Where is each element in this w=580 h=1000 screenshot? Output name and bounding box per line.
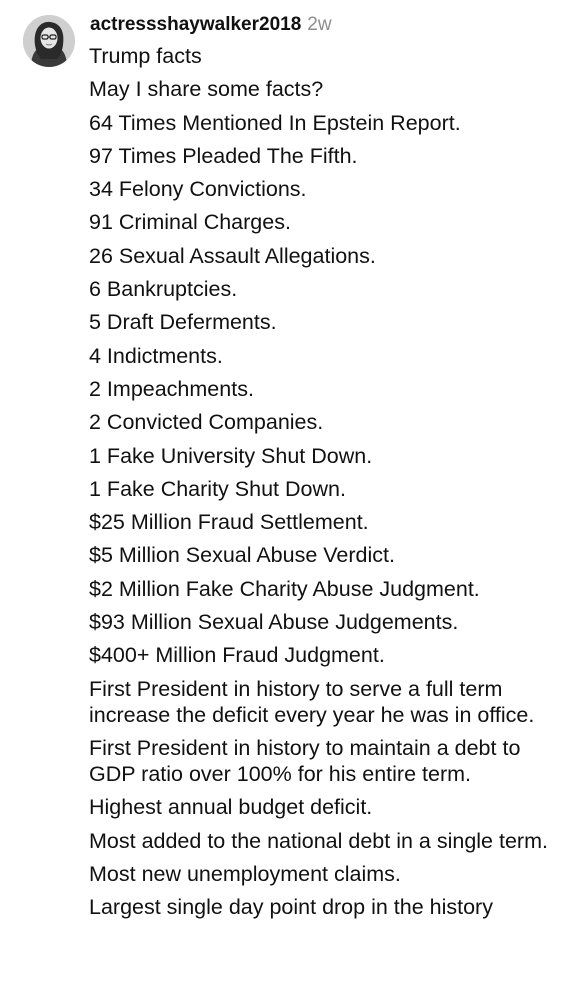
comment-line: 34 Felony Convictions. bbox=[89, 177, 307, 202]
comment-paragraph: First President in history to serve a full term increase the deficit every year he was in office. bbox=[89, 676, 535, 727]
comment-paragraph: Most added to the national debt in a single term. bbox=[89, 828, 548, 853]
comment-line: 2 Impeachments. bbox=[89, 376, 254, 401]
comment-header bbox=[90, 14, 332, 40]
comment-line: Largest single day point drop in the history bbox=[89, 895, 493, 920]
username-link[interactable]: actressshaywalker2018 bbox=[90, 14, 302, 35]
comment-line: $25 Million Fraud Settlement. bbox=[89, 510, 369, 535]
comment-line: $400+ Million Fraud Judgment. bbox=[89, 643, 385, 668]
comment-line: 1 Fake Charity Shut Down. bbox=[89, 476, 346, 501]
comment-line: May I share some facts? bbox=[89, 77, 324, 102]
comment-line: 64 Times Mentioned In Epstein Report. bbox=[89, 110, 461, 135]
comment-line: Highest annual budget deficit. bbox=[89, 795, 373, 820]
comment-line: 97 Times Pleaded The Fifth. bbox=[89, 143, 358, 168]
comment-line: 4 Indictments. bbox=[89, 343, 223, 368]
timestamp: 2w bbox=[307, 14, 332, 35]
comment-body bbox=[89, 43, 567, 927]
comment-line: 2 Convicted Companies. bbox=[89, 410, 324, 435]
comment-line: 5 Draft Deferments. bbox=[89, 310, 277, 335]
comment-line: 1 Fake University Shut Down. bbox=[89, 443, 373, 468]
bottom-crop bbox=[0, 980, 580, 1000]
comment-line: $5 Million Sexual Abuse Verdict. bbox=[89, 543, 395, 568]
comment-paragraph: First President in history to maintain a debt to GDP ratio over 100% for his entire term. bbox=[89, 735, 521, 786]
comment-line: 6 Bankruptcies. bbox=[89, 277, 238, 302]
comment-line: $93 Million Sexual Abuse Judgements. bbox=[89, 610, 459, 635]
comment-line: 91 Criminal Charges. bbox=[89, 210, 291, 235]
comment-line: Most new unemployment claims. bbox=[89, 861, 401, 886]
avatar[interactable] bbox=[23, 15, 75, 67]
profile-photo-icon bbox=[23, 15, 75, 67]
comment-line: Trump facts bbox=[89, 44, 202, 68]
comment-line: $2 Million Fake Charity Abuse Judgment. bbox=[89, 576, 480, 601]
comment-line: 26 Sexual Assault Allegations. bbox=[89, 243, 376, 268]
